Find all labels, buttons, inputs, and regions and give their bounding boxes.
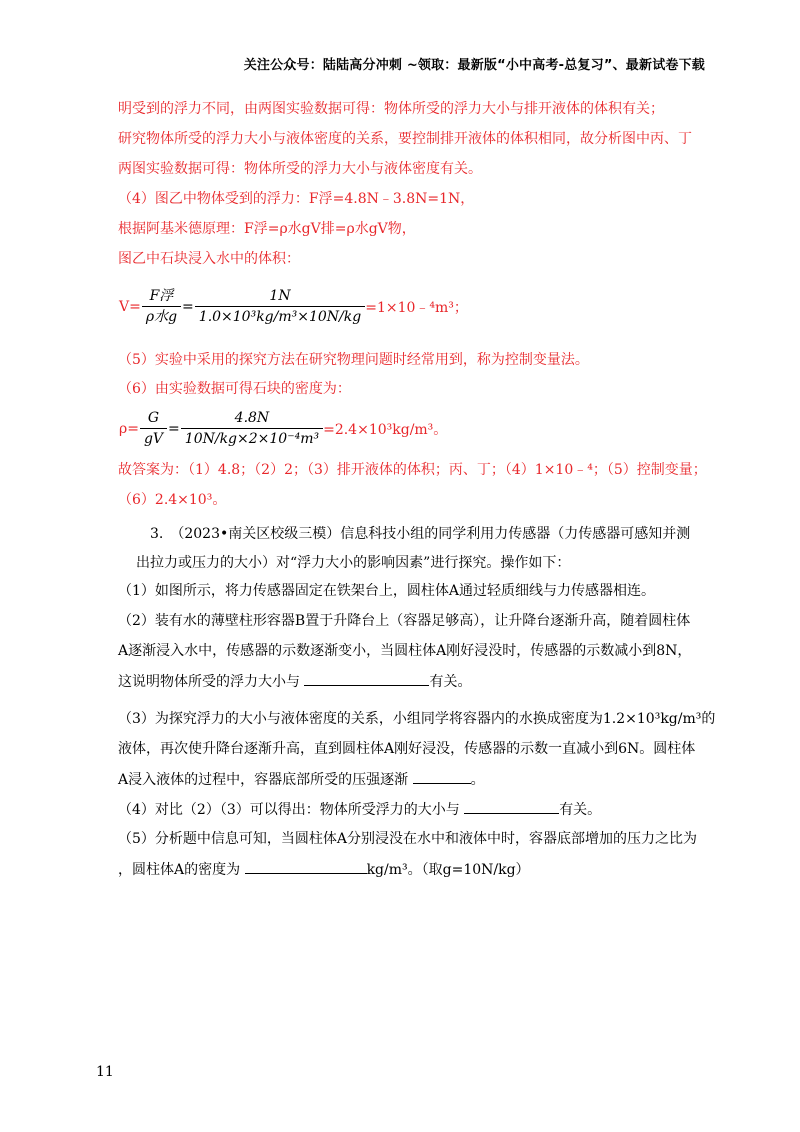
question-line: 这说明物体所受的浮力大小与 有关。 [118,671,471,692]
solution-line: （4）图乙中物体受到的浮力：F浮=4.8N﹣3.8N=1N， [118,191,475,207]
answer-blank[interactable] [464,799,559,814]
question-line: ，圆柱体A的密度为 kg/m³。（取g=10N/kg） [118,859,530,880]
page-number: 11 [96,1064,114,1080]
answer-blank[interactable] [413,769,471,784]
solution-line: 研究物体所受的浮力大小与液体密度的关系，要控制排开液体的体积相同，故分析图中丙、丁 [118,131,692,147]
solution-line: 图乙中石块浸入水中的体积： [118,251,300,267]
question-line: （3）为探究浮力的大小与液体密度的关系，小组同学将容器内的水换成密度为1.2×10³kg/m³的 [118,711,716,727]
answer-blank[interactable] [304,671,429,686]
question-line: A浸入液体的过程中，容器底部所受的压强逐渐 。 [118,769,485,790]
solution-line: （5）实验中采用的探究方法在研究物理问题时经常用到，称为控制变量法。 [118,352,589,368]
question-line: （4）对比（2）（3）可以得出：物体所受浮力的大小与 有关。 [118,799,601,820]
solution-line: 两图实验数据可得：物体所受的浮力大小与液体密度有关。 [118,161,482,177]
solution-line: 根据阿基米德原理：F浮=ρ水gV排=ρ水gV物， [118,221,416,237]
question-line: （1）如图所示，将力传感器固定在铁架台上，圆柱体A通过轻质细线与力传感器相连。 [118,583,656,599]
question-line: A逐渐浸入水中，传感器的示数逐渐变小，当圆柱体A刚好浸没时，传感器的示数减小到8N， [118,643,692,659]
question-3-stem: 出拉力或压力的大小）对“浮力大小的影响因素”进行探究。操作如下： [136,555,571,571]
density-formula: ρ= $\frac{G}{gV}$ = $\frac{4.8N}{\text{10N/kg×2×10⁻⁴m³}}$ =2.4×10³kg/m³。 [119,410,448,447]
answer-line: （6）2.4×10³。 [118,492,227,508]
solution-line: （6）由实验数据可得石块的密度为： [118,381,351,397]
question-line: 液体，再次使升降台逐渐升高，直到圆柱体A刚好浸没，传感器的示数一直减小到6N。圆柱体 [118,741,696,757]
solution-line: 明受到的浮力不同，由两图实验数据可得：物体所受的浮力大小与排开液体的体积有关； [118,101,664,117]
question-line: （2）装有水的薄壁柱形容器B置于升降台上（容器足够高），让升降台逐渐升高，随着圆柱体 [118,613,691,629]
question-3-stem: 3. （2023•南关区校级三模）信息科技小组的同学利用力传感器（力传感器可感知并测 [150,526,691,542]
answer-blank[interactable] [245,859,367,874]
volume-formula: V= $\frac{\text{F浮}}{\text{ρ水g}}$ = $\frac{1N}{\text{1.0×10³kg/m³×10N/kg}}$ =1×10﹣⁴m³； [119,288,468,325]
page-header: 关注公众号：陆陆高分冲刺 ~领取：最新版“小中高考-总复习”、最新试卷下载 [243,58,705,73]
question-line: （5）分析题中信息可知，当圆柱体A分别浸没在水中和液体中时，容器底部增加的压力之比为 [118,831,698,847]
answer-line: 故答案为：（1）4.8；（2）2；（3）排开液体的体积；丙、丁；（4）1×10﹣⁴；（5）控制变量； [118,462,707,478]
